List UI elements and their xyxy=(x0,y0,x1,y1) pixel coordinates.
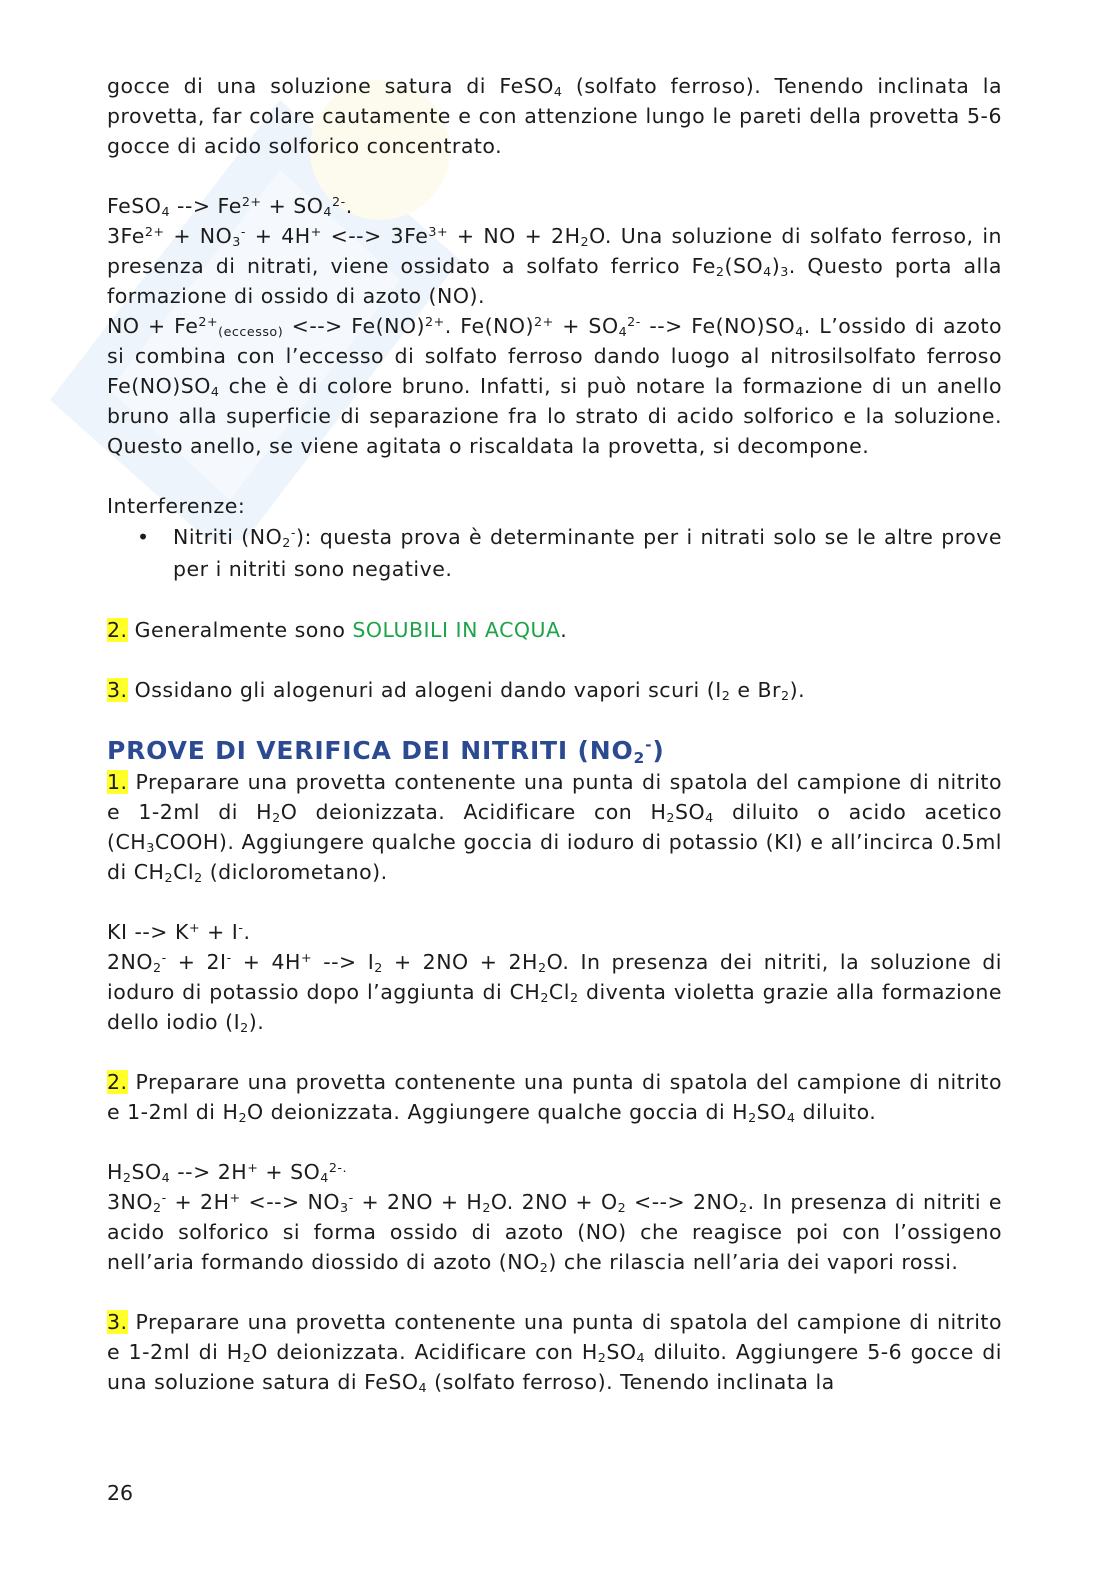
item-number: 2. xyxy=(107,1070,128,1094)
equation-ki: KI --> K+ + I-. xyxy=(107,920,251,944)
item-3-halides: 3. Ossidano gli alogenuri ad alogeni dando vapori scuri ($I_2$ e $Br_2$). xyxy=(107,678,806,704)
nitrite-test-1: 1. Preparare una provetta contenente una punta di spatola del campione di nitrito e 1-2ml di $H_2O$ deionizzata. Acidificare con $H_2SO_4$ diluito o acido acetico $(CH_3COOH)$. Aggiungere qualche goccia di ioduro di potassio (KI) e all’incirca 0.5ml di $CH_2Cl_2$ (diclorometano). xyxy=(107,770,1002,886)
item-2-solubility: 2. Generalmente sono SOLUBILI IN ACQUA. xyxy=(107,618,568,642)
solubility-highlight: SOLUBILI IN ACQUA xyxy=(352,618,561,642)
interferences-list xyxy=(107,521,1002,585)
equation-nitrosyl: NO + $Fe^{2+}_{(eccesso)}$ <--> Fe(NO)$^{2+}$. $Fe(NO)^{2+} + SO_4^{2-}$ --> $Fe(NO)SO_4$. L’ossido di azoto si combina con l’eccesso di solfato ferroso dando luogo al nitrosilsolfato ferroso $Fe(NO)SO_4$ che è di colore bruno. Infatti, si può notare la formazione di un anello bruno alla superficie di separazione fra lo strato di acido solforico e la soluzione. Questo anello, se viene agitata o riscaldata la provetta, si decompone. xyxy=(107,314,1002,458)
list-item: • Nitriti $(NO_2^-)$: questa prova è determinante per i nitrati solo se le altre prove per i nitriti sono negative. xyxy=(107,521,1002,585)
page-number: 26 xyxy=(107,1481,134,1505)
equation-nitrite-iodide: $2NO_2^- + 2I^- + 4H^+$ --> $I_2 + 2NO + 2H_2O$. In presenza dei nitriti, la soluzione di ioduro di potassio dopo l’aggiunta di $CH_2Cl_2$ diventa violetta grazie alla formazione dello iodio $(I_2)$. xyxy=(107,950,1002,1036)
item-number: 1. xyxy=(107,770,128,794)
equation-fe-oxidation: $3Fe^{2+} + NO_3^- + 4H^+$ <--> $3Fe^{3+}$ + NO + $2H_2O$. Una soluzione di solfato ferroso, in presenza di nitrati, viene ossidato a solfato ferrico $Fe_2(SO_4)_3$. Questo porta alla formazione di ossido di azoto (NO). xyxy=(107,224,1003,308)
item-number: 2. xyxy=(107,618,128,642)
section-heading: PROVE DI VERIFICA DEI NITRITI $(NO_2^-)$ xyxy=(107,736,665,767)
equation-nitrite-disproportion: $3NO_2^- + 2H^+$ <--> $NO_3^- + 2NO + H_2O$. $2NO + O_2$ <--> $2NO_2$. In presenza di nitriti e acido solforico si forma ossido di azoto (NO) che reagisce poi con l’ossigeno nell’aria formando diossido di azoto $(NO_2)$ che rilascia nell’aria dei vapori rossi. xyxy=(107,1190,1002,1276)
bullet-icon: • xyxy=(137,525,150,549)
equation-h2so4: $H_2SO_4$ --> $2H^+ + SO_4^{2-.}$ xyxy=(107,1160,348,1186)
interferences-title: Interferenze: xyxy=(107,494,246,518)
paragraph-intro: gocce di una soluzione satura di FeSO$_4$ (solfato ferroso). Tenendo inclinata la provetta, far colare cautamente e con attenzione lungo le pareti della provetta 5-6 gocce di acido solforico concentrato. xyxy=(107,74,1003,158)
nitrite-test-2: 2. Preparare una provetta contenente una punta di spatola del campione di nitrito e 1-2ml di $H_2O$ deionizzata. Aggiungere qualche goccia di $H_2SO_4$ diluito. xyxy=(107,1070,1002,1126)
page-content xyxy=(107,71,1002,1397)
nitrite-test-3: 3. Preparare una provetta contenente una punta di spatola del campione di nitrito e 1-2ml di $H_2O$ deionizzata. Acidificare con $H_2SO_4$ diluito. Aggiungere 5-6 gocce di una soluzione satura di FeSO$_4$ (solfato ferroso). Tenendo inclinata la xyxy=(107,1310,1002,1396)
item-number: 3. xyxy=(107,678,128,702)
item-number: 3. xyxy=(107,1310,128,1334)
equation-feso4: FeSO$_4$ --> $Fe^{2+} + SO_4^{2-}$. xyxy=(107,194,353,220)
